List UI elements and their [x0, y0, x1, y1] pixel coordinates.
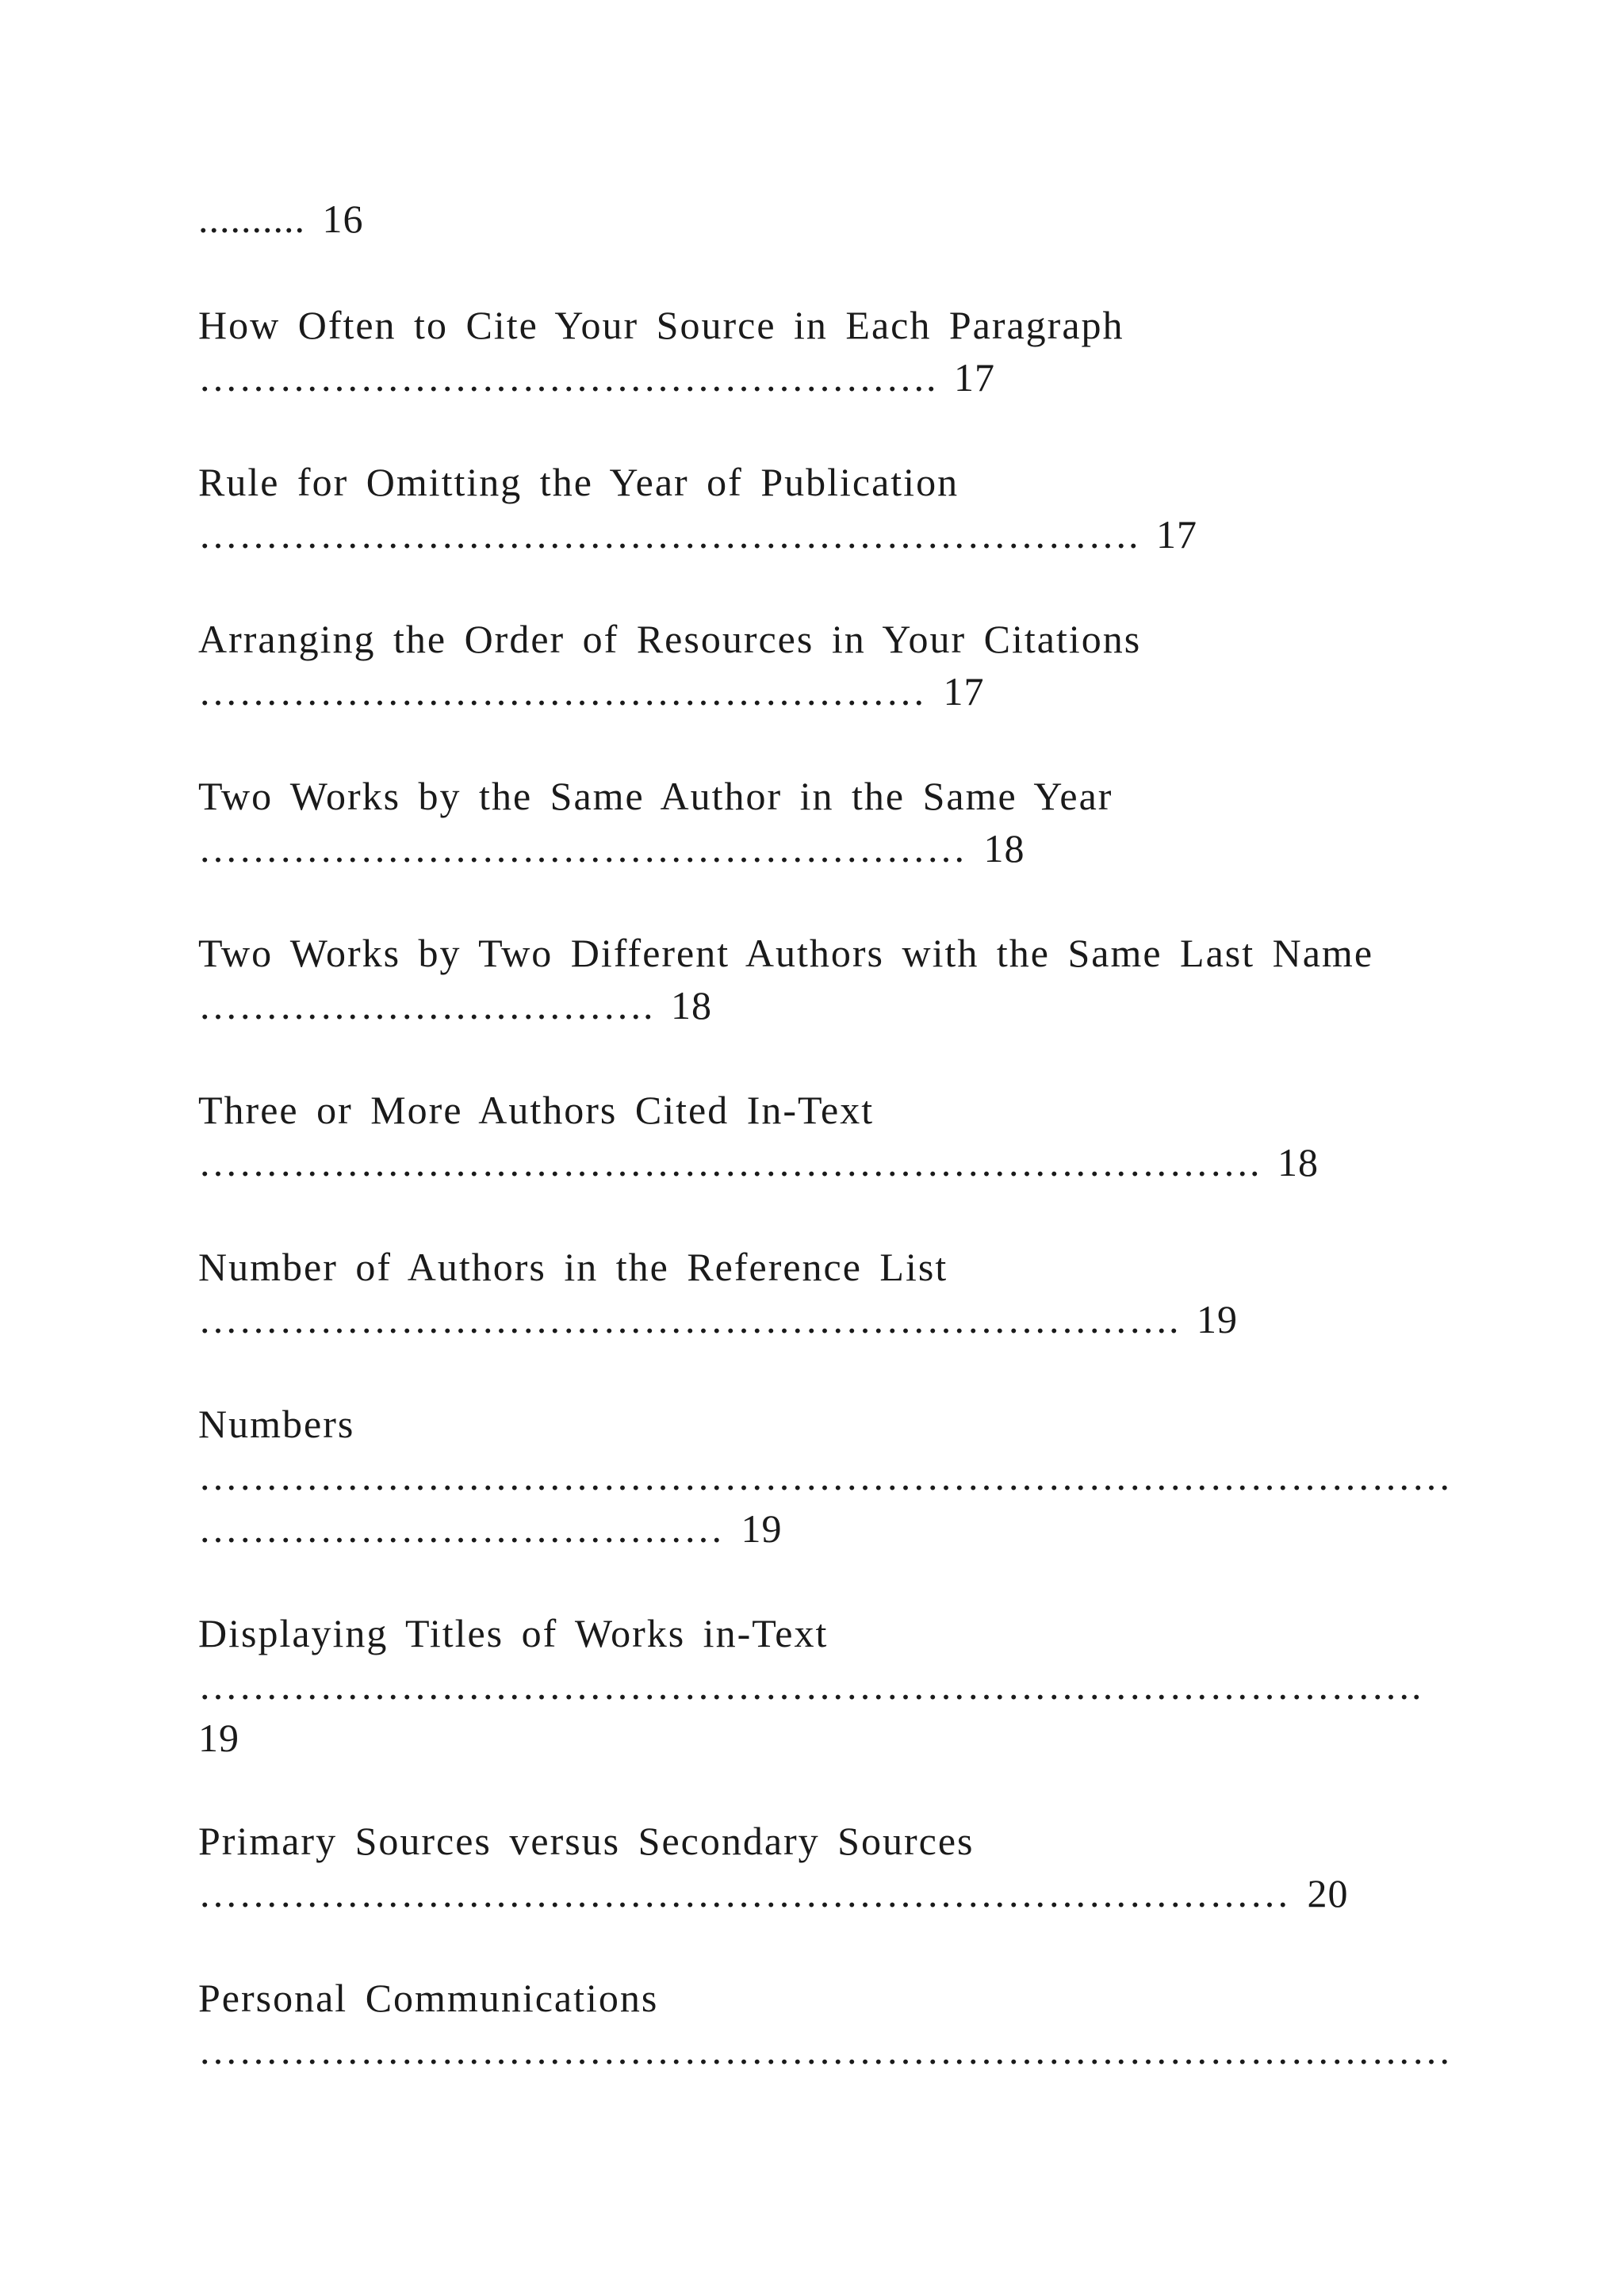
toc-leader-line: ……………………………………………………………………………….: [198, 1663, 1423, 1708]
toc-entry-title: Three or More Authors Cited In-Text: [198, 1088, 875, 1132]
toc-leader-line: ………………………………………………………………. 19: [198, 1297, 1238, 1341]
toc-leader-line: …………………………………………………………………………………: [198, 1454, 1452, 1498]
toc-entry-title: Primary Sources versus Secondary Sources: [198, 1819, 975, 1863]
toc-entry-title: Numbers: [198, 1402, 355, 1446]
toc-entry-title: Personal Communications: [198, 1976, 659, 2020]
toc-leader-line: ……………………………. 18: [198, 983, 712, 1027]
toc-leader-line: …………………………………………………………………………………: [198, 2028, 1452, 2072]
toc-leader-line: ………………………………… 19: [198, 1506, 783, 1551]
toc-entry-title: Rule for Omitting the Year of Publication: [198, 460, 959, 504]
toc-entry-title: Displaying Titles of Works in-Text: [198, 1611, 829, 1655]
toc-leader-line: ……………………………………………………………………. 18: [198, 1140, 1319, 1184]
toc-entry-title: How Often to Cite Your Source in Each Paragraph: [198, 303, 1124, 347]
toc-leader-line: 19: [198, 1716, 239, 1760]
toc-leader-line: .......... 16: [198, 197, 364, 241]
toc-leader-line: ………………………………………………. 17: [198, 355, 995, 400]
toc-entry-title: Two Works by Two Different Authors with the Same Last Name: [198, 931, 1374, 975]
toc-entry-title: Number of Authors in the Reference List: [198, 1245, 948, 1289]
toc-entry-title: Two Works by the Same Author in the Same Year: [198, 774, 1113, 818]
toc-leader-line: ………………………………………………… 18: [198, 826, 1025, 871]
toc-leader-line: ……………………………………………………………. 17: [198, 512, 1197, 557]
toc-entry-title: Arranging the Order of Resources in Your Citations: [198, 617, 1142, 661]
toc-leader-line: ……………………………………………… 17: [198, 669, 985, 714]
toc-leader-line: ……………………………………………………………………… 20: [198, 1871, 1349, 1915]
